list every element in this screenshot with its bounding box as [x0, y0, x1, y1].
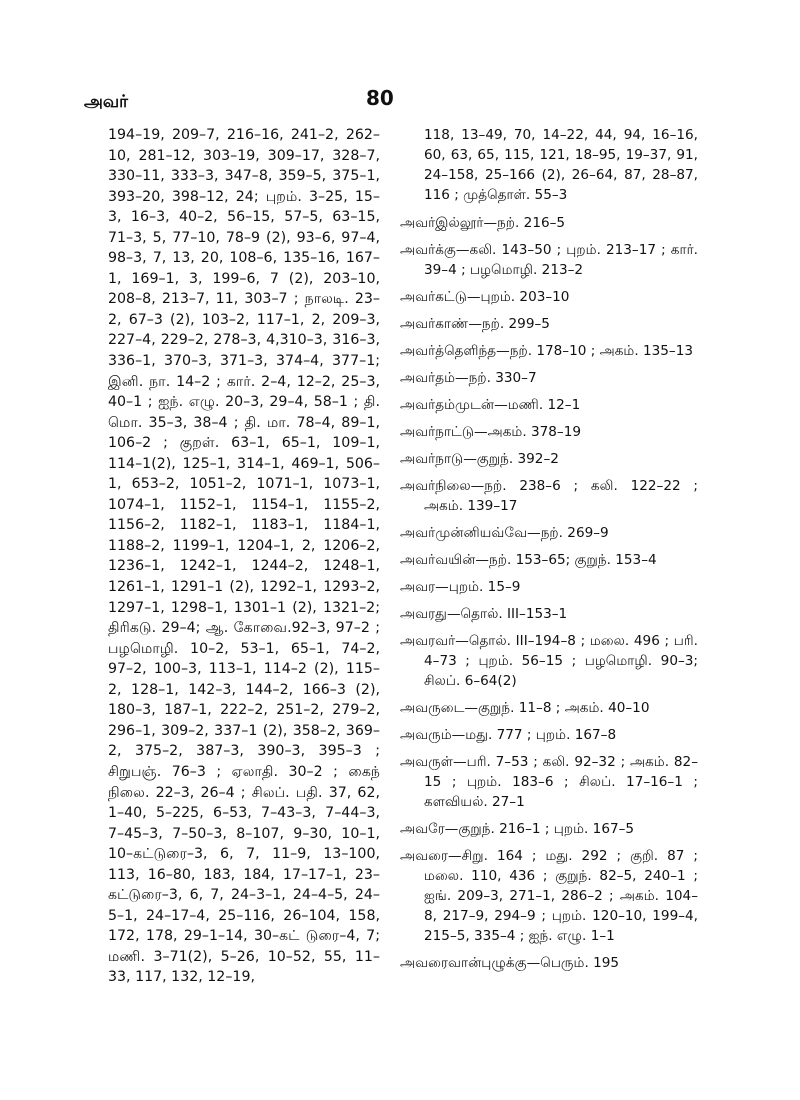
- index-entry: [400, 604, 698, 624]
- index-entry: [400, 631, 698, 691]
- entry-headword: அவர்நாடு: [400, 451, 464, 467]
- entry-references: —புறம். 15–9: [435, 579, 521, 595]
- index-entry: [400, 240, 698, 280]
- reference-continuation: 194–19, 209–7, 216–16, 241–2, 262–10, 281–12, 303–19, 309–17, 328–7, 330–11, 333–3, 347–8, 359–5, 375–1, 393–20, 398–12, 24; புறம். 3–25, 15–3, 16–3, 40–2, 56–15, 57–5, 63–15, 71–3, 5, 77–10, 78–9 (2), 93–6, 97–4, 98–3, 7, 13, 20, 108–6, 135–16, 167–1, 169–1, 3, 199–6, 7 (2), 203–10, 208–8, 213–7, 11, 303–7 ; நாலடி. 23–2, 67–3 (2), 103–2, 117–1, 2, 209–3, 227–4, 229–2, 278–3, 4,310–3, 316–3, 336–1, 370–3, 371–3, 374–4, 377–1; இனி. நா. 14–2 ; கார். 2–4, 12–2, 25–3, 40–1 ; ஐந். எழு. 20–3, 29–4, 58–1 ; தி. மொ. 35–3, 38–4 ; தி. மா. 78–4, 89–1, 106–2 ; குறள். 63–1, 65–1, 109–1, 114–1(2), 125–1, 314–1, 469–1, 506–1, 653–2, 1051–2, 1071–1, 1073–1, 1074–1, 1152–1, 1154–1, 1155–2, 1156–2, 1182–1, 1183–1, 1184–1, 1188–2, 1199–1, 1204–1, 2, 1206–2, 1236–1, 1242–1, 1244–2, 1248–1, 1261–1, 1291–1 (2), 1292–1, 1293–2, 1297–1, 1298–1, 1301–1 (2), 1321–2; திரிகடு. 29–4; ஆ. கோவை.92–3, 97–2 ; பழமொழி. 10–2, 53–1, 65–1, 74–2, 97–2, 100–3, 113–1, 114–2 (2), 115–2, 128–1, 142–3, 144–2, 166–3 (2), 180–3, 187–1, 222–2, 251–2, 279–2, 296–1, 309–2, 337–1 (2), 358–2, 369–2, 375–2, 387–3, 390–3, 395–3 ; சிறுபஞ். 76–3 ; ஏலாதி. 30–2 ; கைந் நிலை. 22–3, 26–4 ; சிலப். பதி. 37, 62, 1–40, 5–225, 6–53, 7–43–3, 7–44–3, 7–45–3, 7–50–3, 8–107, 9–30, 10–1, 10–கட்டுரை–3, 6, 7, 11–9, 13–100, 113, 16–80, 183, 184, 17–17–1, 23–கட்டுரை–3, 6, 7, 24–3–1, 24–4–5, 24–5–1, 24–17–4, 25–116, 26–104, 158, 172, 178, 29–1–14, 30–கட் டுரை–4, 7; மணி. 3–71(2), 5–26, 10–52, 55, 11–33, 117, 132, 12–19,: [108, 127, 380, 986]
- running-headword: அவர்: [84, 92, 129, 112]
- entry-references: —பரி. 7–53 ; கலி. 92–32 ; அகம். 82–15 ; புறம். 183–6 ; சிலப். 17–16–1 ; களவியல். 27–1: [424, 754, 698, 810]
- index-entry: [400, 476, 698, 516]
- entry-references: —நற். 216–5: [483, 215, 566, 231]
- entry-headword: அவர்க்கு: [400, 242, 456, 258]
- entry-references: —நற். 330–7: [455, 370, 537, 386]
- index-entry: [400, 314, 698, 334]
- index-entry: [400, 698, 698, 718]
- index-entry: [400, 953, 698, 973]
- entry-references: —நற். 238–6 ; கலி. 122–22 ; அகம். 139–17: [424, 478, 698, 514]
- entry-headword: அவர்காண்: [400, 316, 469, 332]
- entry-references: —நற். 153–65; குறுந். 153–4: [475, 552, 657, 568]
- entry-headword: அவர்த்தெளிந்த: [400, 343, 497, 359]
- entry-references: —குறுந். 392–2: [463, 451, 559, 467]
- index-entry: [400, 846, 698, 946]
- entry-headword: அவருடை: [400, 700, 465, 716]
- index-entry: [400, 550, 698, 570]
- entry-headword: அவரைவான்புழுக்கு: [400, 955, 527, 971]
- entry-list: [400, 213, 698, 973]
- reference-continuation-right: 118, 13–49, 70, 14–22, 44, 94, 16–16, 60, 63, 65, 115, 121, 18–95, 19–37, 91, 24–158, 25–166 (2), 26–64, 87, 28–87, 116 ; முத்தொள். 55–3: [424, 127, 698, 203]
- index-entry: [400, 422, 698, 442]
- entry-headword: அவர்வயின்: [400, 552, 476, 568]
- entry-references: —தொல். III–153–1: [446, 606, 568, 622]
- index-entry: [400, 213, 698, 233]
- right-column: [400, 125, 698, 980]
- entry-references: —சிறு. 164 ; மது. 292 ; குறி. 87 ; மலை. 110, 436 ; குறுந். 82–5, 240–1 ; ஐங். 209–3, 271–1, 286–2 ; அகம். 104–8, 217–9, 294–9 ; புறம். 120–10, 199–4, 215–5, 335–4 ; ஐந். எழு. 1–1: [424, 848, 698, 944]
- entry-headword: அவர்கட்டு: [400, 289, 467, 305]
- entry-headword: அவர: [400, 579, 436, 595]
- entry-references: —நற். 299–5: [468, 316, 550, 332]
- index-entry: [400, 819, 698, 839]
- entry-headword: அவர்நிலை: [400, 478, 471, 494]
- entry-references: —மது. 777 ; புறம். 167–8: [451, 727, 617, 743]
- index-entry: [400, 725, 698, 745]
- index-entry: [400, 752, 698, 812]
- entry-references: —நற். 269–9: [527, 525, 609, 541]
- entry-references: —பெரும். 195: [526, 955, 620, 971]
- entry-references: —புறம். 203–10: [466, 289, 570, 305]
- entry-headword: அவரை: [400, 848, 449, 864]
- entry-headword: அவர்தம்: [400, 370, 456, 386]
- index-entry: [400, 449, 698, 469]
- entry-headword: அவர்முன்னியவ்வே: [400, 525, 528, 541]
- index-entry: [400, 577, 698, 597]
- entry-references: —மணி. 12–1: [494, 397, 581, 413]
- entry-references: —அகம். 378–19: [474, 424, 582, 440]
- index-entry: [400, 341, 698, 361]
- entry-headword: அவரும்: [400, 727, 452, 743]
- entry-headword: அவர்தம்முடன்: [400, 397, 495, 413]
- entry-headword: அவர்நாட்டு: [400, 424, 474, 440]
- entry-references: —குறுந். 216–1 ; புறம். 167–5: [444, 821, 635, 837]
- entry-headword: அவரவர்: [400, 633, 456, 649]
- index-entry: [400, 523, 698, 543]
- index-entry: [400, 395, 698, 415]
- entry-references: —நற். 178–10 ; அகம். 135–13: [496, 343, 694, 359]
- entry-references: —தொல். III–194–8 ; மலை. 496 ; பரி. 4–73 ; புறம். 56–15 ; பழமொழி. 90–3; சிலப். 6–64(2): [424, 633, 698, 689]
- entry-references: —குறுந். 11–8 ; அகம். 40–10: [464, 700, 650, 716]
- entry-references: —கலி. 143–50 ; புறம். 213–17 ; கார். 39–4 ; பழமொழி. 213–2: [424, 242, 698, 278]
- entry-headword: அவர்இல்லூர்: [400, 215, 484, 231]
- entry-headword: அவரே: [400, 821, 445, 837]
- page-number: 80: [366, 86, 394, 110]
- entry-headword: அவரது: [400, 606, 447, 622]
- left-column: [108, 125, 380, 988]
- index-entry: [400, 368, 698, 388]
- index-entry: [400, 287, 698, 307]
- entry-headword: அவருள்: [400, 754, 453, 770]
